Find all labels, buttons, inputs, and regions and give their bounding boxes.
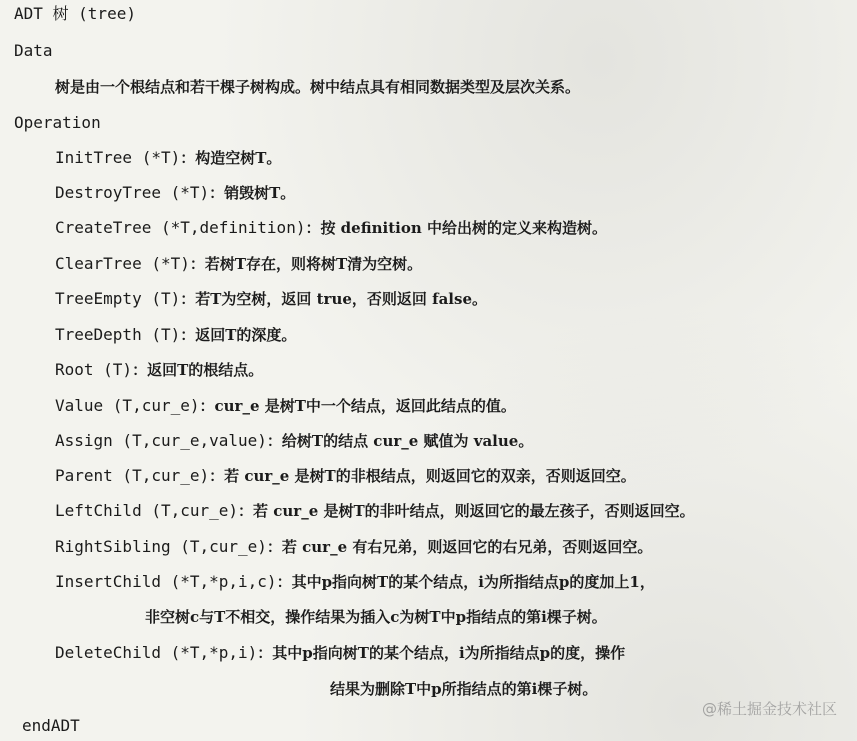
operation-description: ：若 cur_e 是树T的非根结点，则返回它的双亲，否则返回空。: [209, 467, 636, 485]
operation-signature: ClearTree (*T): [55, 254, 190, 273]
operation-item: [55, 325, 296, 345]
operation-signature: LeftChild (T,cur_e): [55, 501, 239, 520]
data-description: 树是由一个根结点和若干棵子树构成。树中结点具有相同数据类型及层次关系。: [55, 78, 581, 96]
operation-item: [55, 501, 695, 521]
operation-description: ：销毁树T。: [209, 184, 296, 202]
operation-signature: DeleteChild (*T,*p,i): [55, 643, 258, 662]
operation-item: [55, 466, 636, 486]
operation-signature: DestroyTree (*T): [55, 183, 210, 202]
operation-item: [55, 396, 516, 416]
operation-description: ：构造空树T。: [180, 149, 282, 167]
operation-continuation: 非空树c与T不相交，操作结果为插入c为树T中p指结点的第i棵子树。: [145, 608, 607, 626]
operation-item: [55, 254, 422, 274]
operation-item: [55, 218, 607, 238]
operation-item: [55, 537, 652, 557]
operation-signature: Parent (T,cur_e): [55, 466, 210, 485]
operation-signature: InsertChild (*T,*p,i,c): [55, 572, 277, 591]
operation-item: [55, 289, 487, 309]
operation-item: [55, 148, 281, 168]
adt-header: ADT 树 (tree): [14, 4, 136, 23]
operation-description: ：若 cur_e 有右兄弟，则返回它的右兄弟，否则返回空。: [266, 538, 653, 556]
operation-description: ：其中p指向树T的某个结点，i为所指结点p的度，操作: [257, 644, 626, 662]
operation-continuation: 结果为删除T中p所指结点的第i棵子树。: [330, 680, 598, 698]
endadt-footer: endADT: [22, 716, 80, 735]
operation-label: Operation: [14, 113, 101, 132]
watermark: @稀土掘金技术社区: [701, 700, 837, 718]
operation-signature: Value (T,cur_e): [55, 396, 200, 415]
operation-description: ：若 cur_e 是树T的非叶结点，则返回它的最左孩子，否则返回空。: [238, 502, 695, 520]
operation-description: ：给树T的结点 cur_e 赋值为 value。: [266, 432, 534, 450]
operation-signature: Assign (T,cur_e,value): [55, 431, 267, 450]
operation-signature: CreateTree (*T,definition): [55, 218, 306, 237]
operation-description: ：cur_e 是树T中一个结点，返回此结点的值。: [199, 397, 516, 415]
operation-item: [55, 431, 533, 451]
operation-item: [55, 572, 655, 592]
operation-item: [55, 643, 625, 663]
data-label: Data: [14, 41, 53, 60]
operation-description: ：返回T的深度。: [180, 326, 297, 344]
operation-item: [55, 360, 263, 380]
operation-description: ：按 definition 中给出树的定义来构造树。: [305, 219, 607, 237]
operation-description: ：若树T存在，则将树T清为空树。: [189, 255, 423, 273]
operation-signature: TreeEmpty (T): [55, 289, 181, 308]
operation-signature: InitTree (*T): [55, 148, 181, 167]
operation-signature: RightSibling (T,cur_e): [55, 537, 267, 556]
operation-description: ：返回T的根结点。: [132, 361, 264, 379]
operation-description: ：其中p指向树T的某个结点，i为所指结点p的度加上1，: [276, 573, 655, 591]
operation-signature: Root (T): [55, 360, 133, 379]
operation-signature: TreeDepth (T): [55, 325, 181, 344]
operation-description: ：若T为空树，返回 true，否则返回 false。: [180, 290, 487, 308]
operation-item: [55, 183, 295, 203]
